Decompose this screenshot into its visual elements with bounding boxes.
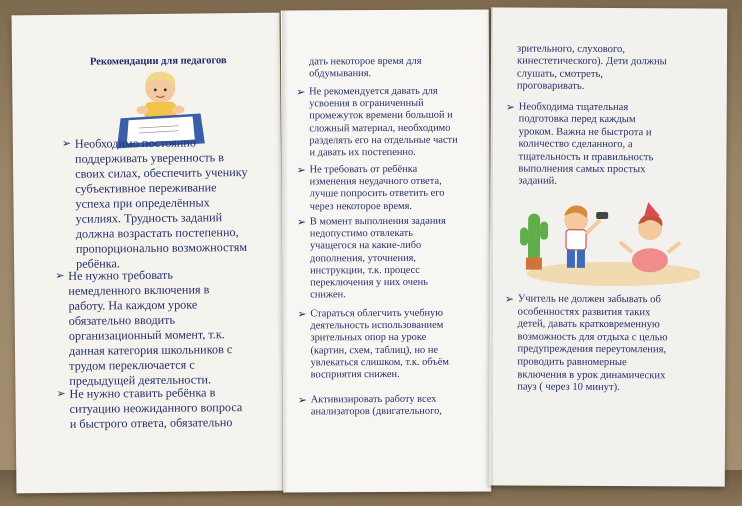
bullet-arrow-icon: ➢ <box>296 164 306 177</box>
fold-crease <box>487 8 493 488</box>
list-item: ➢ Не нужно ставить ребёнка в ситуацию неожиданного вопроса и быстрого ответа, обязательно <box>56 385 243 431</box>
list-item: ➢ Учитель не должен забывать об особенностях развития таких детей, давать кратковременную возможность для отдыха с целью предупреждения переутомления, проводить равномерные включения в урок динамических пауз ( через 10 минут). <box>504 293 668 394</box>
list-item: ➢ Необходима тщательная подготовка перед каждым уроком. Важна не быстрота и количество сделанного, а тщательность и правильность выполнения самых простых заданий. <box>505 101 654 188</box>
bullet-arrow-icon: ➢ <box>504 293 514 306</box>
bullet-arrow-icon: ➢ <box>505 101 515 114</box>
continued-text: зрительного, слухового, кинестетического). Дети должны слушать, смотреть, проговаривать. <box>516 43 667 93</box>
bullet-arrow-icon: ➢ <box>56 387 66 400</box>
list-item: ➢ Активизировать работу всех анализаторов (двигательного, <box>297 393 442 418</box>
list-item: ➢ Стараться облегчить учебную деятельность использованием зрительных опор на уроке (картин, схем, таблиц), но не увлекаться слишком, т.к. объём восприятия снижен. <box>297 307 449 381</box>
bullet-arrow-icon: ➢ <box>297 308 307 321</box>
bullet-arrow-icon: ➢ <box>296 86 306 99</box>
list-item: ➢ Не нужно требовать немедленного включения в работу. На каждом уроке обязательно вводить организационный момент, т.к. данная категория школьников с трудом переключается с предыдущей деятельности. <box>55 267 233 388</box>
brochure-panel-right <box>489 7 727 486</box>
bullet-arrow-icon: ➢ <box>297 394 308 407</box>
children-exercising-illustration <box>520 194 701 292</box>
bullet-arrow-icon: ➢ <box>296 216 307 229</box>
brochure-panel-left <box>12 13 285 494</box>
bullet-arrow-icon: ➢ <box>61 137 72 150</box>
list-item: ➢ Не рекомендуется давать для усвоения в ограниченный промежуток времени большой и сложный материал, необходимо разделять его на отдельные части и давать их постепенно. <box>296 85 458 159</box>
bullet-arrow-icon: ➢ <box>55 269 65 282</box>
list-item: ➢ Необходимо постоянно поддерживать уверенность в своих силах, обеспечить ученику субъективное переживание успеха при определённых усилиях. Трудность заданий должна возрастать постепенно, пропорционально возможностям ребёнка. <box>61 135 248 271</box>
brochure-panel-middle <box>281 9 492 492</box>
list-item: ➢ Не требовать от ребёнка изменения неудачного ответа, лучше попросить ответить его через некоторое время. <box>296 163 445 213</box>
panel-title: Рекомендации для педагогов <box>89 55 227 68</box>
fold-crease <box>282 10 288 492</box>
continued-text: дать некоторое время для обдумывания. <box>308 55 422 80</box>
list-item: ➢ В момент выполнения задания недопустимо отвлекать учащегося на какие-либо дополнения, уточнения, инструкции, т.к. процесс переключения у них очень снижен. <box>296 215 446 301</box>
